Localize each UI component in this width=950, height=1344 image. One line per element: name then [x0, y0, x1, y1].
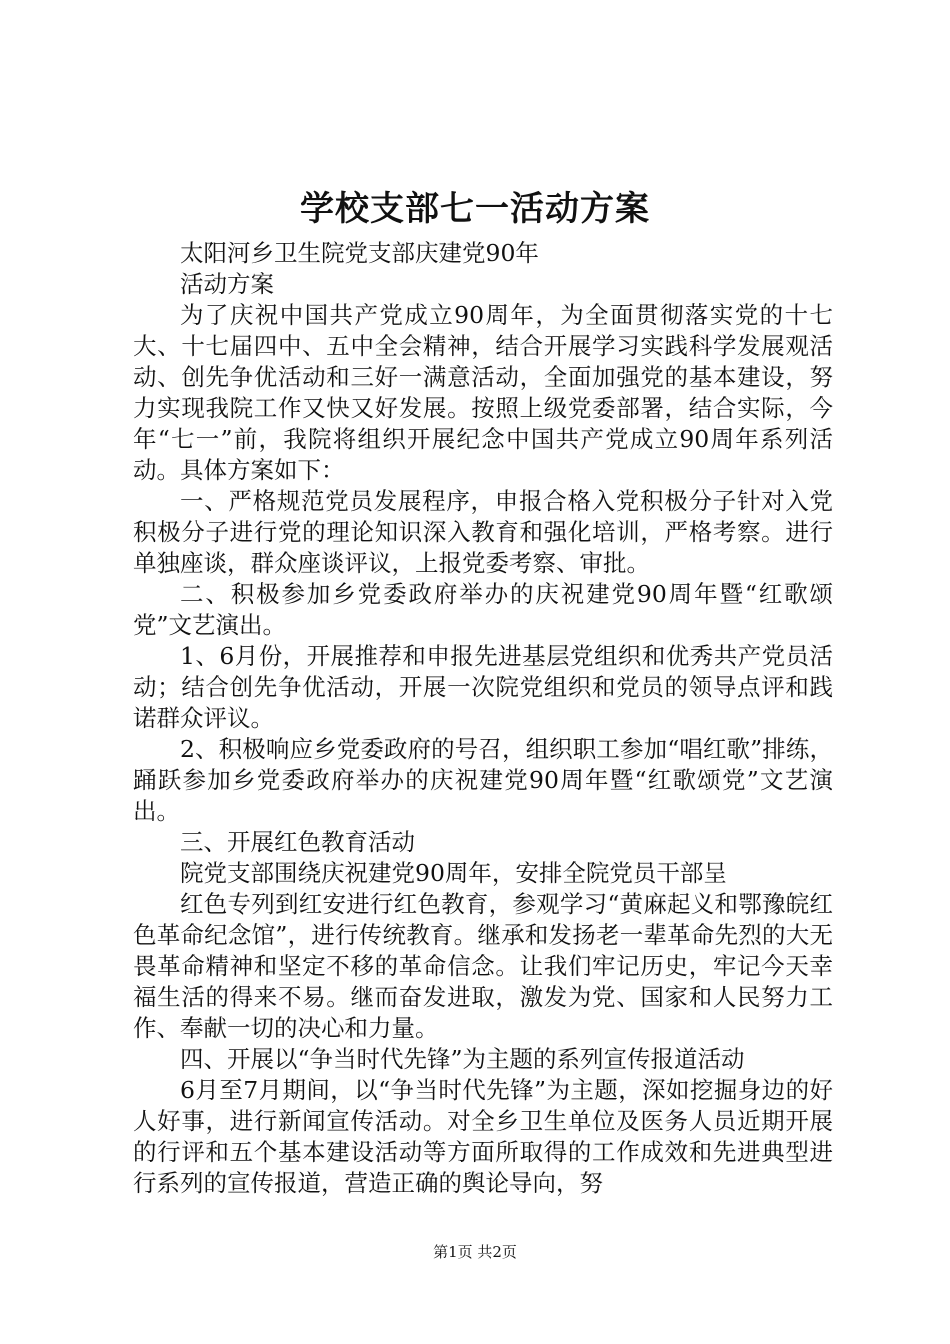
- paragraph: 太阳河乡卫生院党支部庆建党90年: [180, 239, 539, 267]
- paragraph: 活动方案: [180, 270, 274, 298]
- paragraph: 二、积极参加乡党委政府举办的庆祝建党90周年暨“红歌颂党”文艺演出。: [133, 580, 833, 639]
- paragraph: 四、开展以“争当时代先锋”为主题的系列宣传报道活动: [180, 1045, 745, 1073]
- page-footer: 第1页 共2页: [433, 1243, 517, 1261]
- paragraph: 一、严格规范党员发展程序，申报合格入党积极分子针对入党积极分子进行党的理论知识深入教育和强化培训，严格考察。进行单独座谈，群众座谈评议，上报党委考察、审批。: [133, 487, 833, 577]
- paragraph: 2、积极响应乡党委政府的号召，组织职工参加“唱红歌”排练，踊跃参加乡党委政府举办的庆祝建党90周年暨“红歌颂党”文艺演出。: [133, 735, 833, 825]
- paragraph: 三、开展红色教育活动: [180, 828, 415, 856]
- paragraph: 红色专列到红安进行红色教育，参观学习“黄麻起义和鄂豫皖红色革命纪念馆”，进行传统教育。继承和发扬老一辈革命先烈的大无畏革命精神和坚定不移的革命信念。让我们牢记历史，牢记今天幸福生活的得来不易。继而奋发进取，激发为党、国家和人民努力工作、奉献一切的决心和力量。: [133, 890, 833, 1042]
- paragraph: 6月至7月期间，以“争当时代先锋”为主题，深如挖掘身边的好人好事，进行新闻宣传活动。对全乡卫生单位及医务人员近期开展的行评和五个基本建设活动等方面所取得的工作成效和先进典型进行系列的宣传报道，营造正确的舆论导向，努: [133, 1076, 833, 1197]
- document-title: 学校支部七一活动方案: [300, 189, 650, 229]
- paragraph: 为了庆祝中国共产党成立90周年，为全面贯彻落实党的十七大、十七届四中、五中全会精神，结合开展学习实践科学发展观活动、创先争优活动和三好一满意活动，全面加强党的基本建设，努力实现我院工作又快又好发展。按照上级党委部署，结合实际，今年“七一”前，我院将组织开展纪念中国共产党成立90周年系列活动。具体方案如下：: [133, 301, 833, 484]
- paragraph: 1、6月份，开展推荐和申报先进基层党组织和优秀共产党员活动；结合创先争优活动，开展一次院党组织和党员的领导点评和践诺群众评议。: [133, 642, 833, 732]
- document-body: [133, 238, 833, 1199]
- paragraph: 院党支部围绕庆祝建党90周年，安排全院党员干部呈: [180, 859, 727, 887]
